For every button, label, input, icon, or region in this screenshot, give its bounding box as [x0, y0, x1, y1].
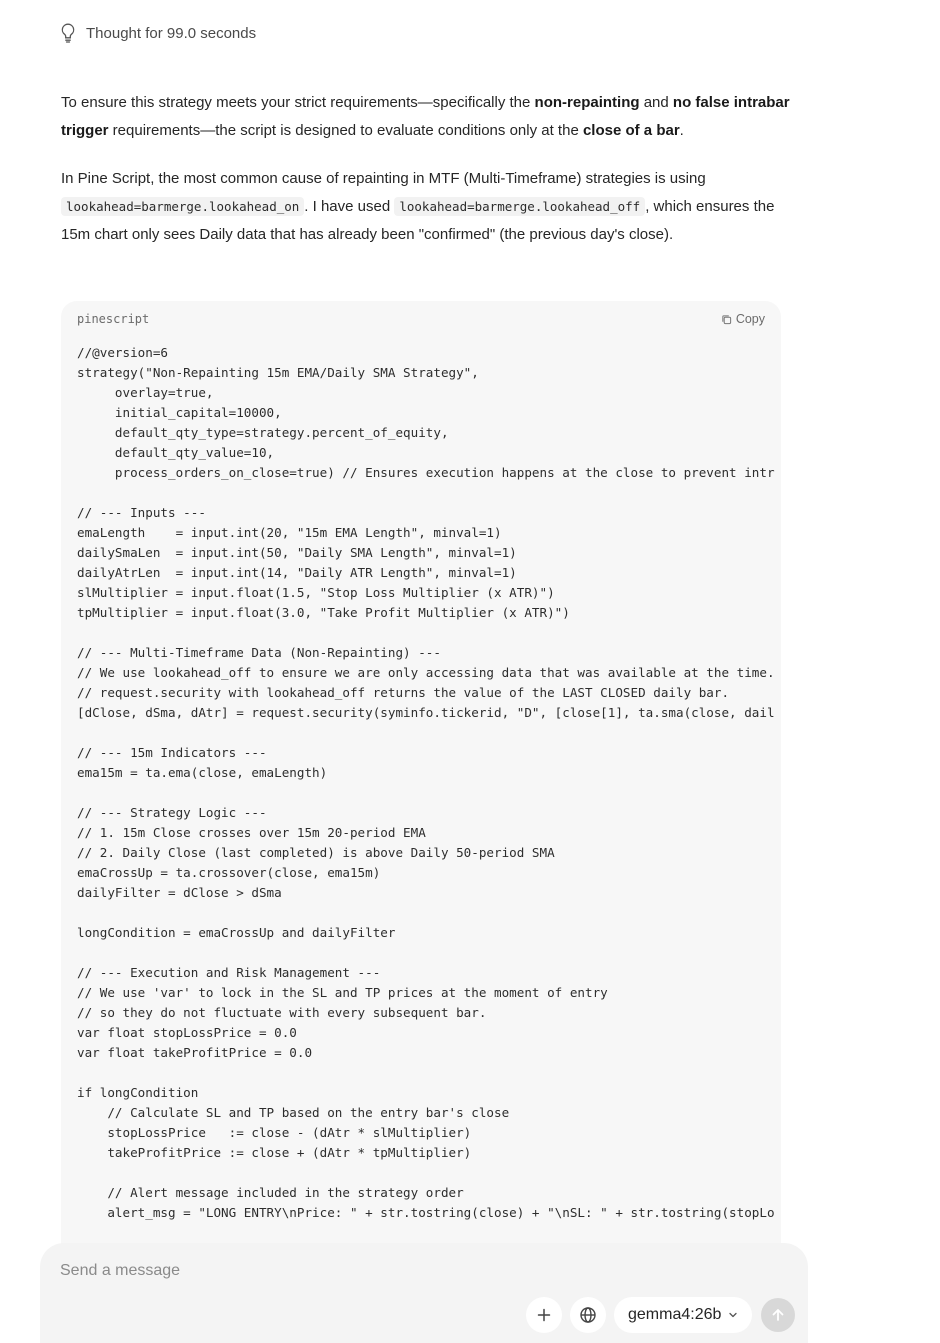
- bold-text: no false intrabar trigger: [61, 94, 790, 139]
- code-line: // We use lookahead_off to ensure we are only accessing data that was available at the time.: [77, 665, 775, 680]
- intro-paragraph-1: [61, 89, 791, 145]
- arrow-up-icon: [770, 1307, 786, 1323]
- code-line: // Alert message included in the strategy order: [77, 1185, 464, 1200]
- code-line: // 1. 15m Close crosses over 15m 20-period EMA: [77, 825, 426, 840]
- code-line: // 2. Daily Close (last completed) is above Daily 50-period SMA: [77, 845, 555, 860]
- text-span: In Pine Script, the most common cause of repainting in MTF (Multi-Timeframe) strategies is using: [61, 170, 706, 187]
- inline-code: lookahead=barmerge.lookahead_off: [394, 197, 645, 216]
- message-composer: [40, 1243, 808, 1343]
- code-line: [77, 783, 781, 803]
- text-span: and: [639, 94, 673, 111]
- code-language-label: pinescript: [77, 312, 150, 326]
- code-line: //@version=6: [77, 345, 168, 360]
- code-line: // --- Execution and Risk Management ---: [77, 965, 381, 980]
- thought-toggle[interactable]: [60, 22, 256, 44]
- code-line: [77, 1063, 781, 1083]
- code-line: alert_msg = "LONG ENTRY\nPrice: " + str.tostring(close) + "\nSL: " + str.tostring(stopLo: [77, 1205, 775, 1220]
- code-line: var float stopLossPrice = 0.0: [77, 1025, 297, 1040]
- code-line: process_orders_on_close=true) // Ensures execution happens at the close to prevent intr: [77, 465, 775, 480]
- model-label: gemma4:26b: [628, 1306, 722, 1323]
- code-line: stopLossPrice := close - (dAtr * slMultiplier): [77, 1125, 472, 1140]
- code-line: // --- Inputs ---: [77, 505, 206, 520]
- code-line: overlay=true,: [77, 385, 214, 400]
- chevron-down-icon: [728, 1310, 738, 1320]
- code-line: slMultiplier = input.float(1.5, "Stop Loss Multiplier (x ATR)"): [77, 585, 555, 600]
- bold-text: non-repainting: [534, 94, 640, 111]
- code-line: default_qty_value=10,: [77, 445, 275, 460]
- code-line: [77, 943, 781, 963]
- code-content: [77, 343, 781, 1223]
- code-line: // request.security with lookahead_off returns the value of the LAST CLOSED daily bar.: [77, 685, 730, 700]
- copy-icon: [721, 314, 732, 325]
- text-span: . I have used: [304, 198, 395, 215]
- code-line: ema15m = ta.ema(close, emaLength): [77, 765, 328, 780]
- code-line: strategy("Non-Repainting 15m EMA/Daily SMA Strategy",: [77, 365, 479, 380]
- code-line: emaLength = input.int(20, "15m EMA Length", minval=1): [77, 525, 502, 540]
- web-search-button[interactable]: [570, 1297, 606, 1333]
- code-line: longCondition = emaCrossUp and dailyFilter: [77, 925, 396, 940]
- code-line: // --- Multi-Timeframe Data (Non-Repainting) ---: [77, 645, 441, 660]
- code-line: // Calculate SL and TP based on the entry bar's close: [77, 1105, 510, 1120]
- code-line: [77, 723, 781, 743]
- text-span: To ensure this strategy meets your strict requirements—specifically the: [61, 94, 535, 111]
- code-line: [77, 483, 781, 503]
- attach-button[interactable]: [526, 1297, 562, 1333]
- code-line: initial_capital=10000,: [77, 405, 282, 420]
- inline-code: lookahead=barmerge.lookahead_on: [61, 197, 304, 216]
- code-line: var float takeProfitPrice = 0.0: [77, 1045, 313, 1060]
- code-line: takeProfitPrice := close + (dAtr * tpMultiplier): [77, 1145, 472, 1160]
- code-line: tpMultiplier = input.float(3.0, "Take Profit Multiplier (x ATR)"): [77, 605, 570, 620]
- message-input[interactable]: [60, 1259, 780, 1283]
- code-line: dailyFilter = dClose > dSma: [77, 885, 282, 900]
- code-line: [77, 903, 781, 923]
- code-line: if longCondition: [77, 1085, 199, 1100]
- code-line: // We use 'var' to lock in the SL and TP prices at the moment of entry: [77, 985, 608, 1000]
- code-line: // so they do not fluctuate with every subsequent bar.: [77, 1005, 487, 1020]
- bold-text: close of a bar: [582, 122, 680, 139]
- code-block: [61, 301, 781, 1251]
- text-span: .: [679, 122, 684, 139]
- text-span: , which ensures the 15m chart only sees Daily data that has already been "confirmed" (the previous day's close).: [61, 198, 775, 243]
- code-line: [77, 623, 781, 643]
- code-line: dailyAtrLen = input.int(14, "Daily ATR Length", minval=1): [77, 565, 517, 580]
- code-line: dailySmaLen = input.int(50, "Daily SMA Length", minval=1): [77, 545, 517, 560]
- code-line: // --- Strategy Logic ---: [77, 805, 267, 820]
- thought-label: Thought for 99.0 seconds: [86, 24, 257, 42]
- code-line: default_qty_type=strategy.percent_of_equity,: [77, 425, 449, 440]
- globe-icon: [579, 1306, 597, 1324]
- code-line: emaCrossUp = ta.crossover(close, ema15m): [77, 865, 381, 880]
- code-line: [77, 1163, 781, 1183]
- plus-icon: [536, 1307, 552, 1323]
- model-selector[interactable]: [614, 1297, 752, 1333]
- lightbulb-icon: [60, 23, 76, 43]
- code-line: [dClose, dSma, dAtr] = request.security(syminfo.tickerid, "D", [close[1], ta.sma(close, dail: [77, 705, 775, 720]
- copy-label: Copy: [735, 312, 765, 326]
- copy-button[interactable]: [721, 312, 765, 326]
- text-span: requirements—the script is designed to evaluate conditions only at the: [108, 122, 583, 139]
- code-line: // --- 15m Indicators ---: [77, 745, 267, 760]
- send-button[interactable]: [761, 1298, 795, 1332]
- intro-paragraph-2: [61, 165, 791, 249]
